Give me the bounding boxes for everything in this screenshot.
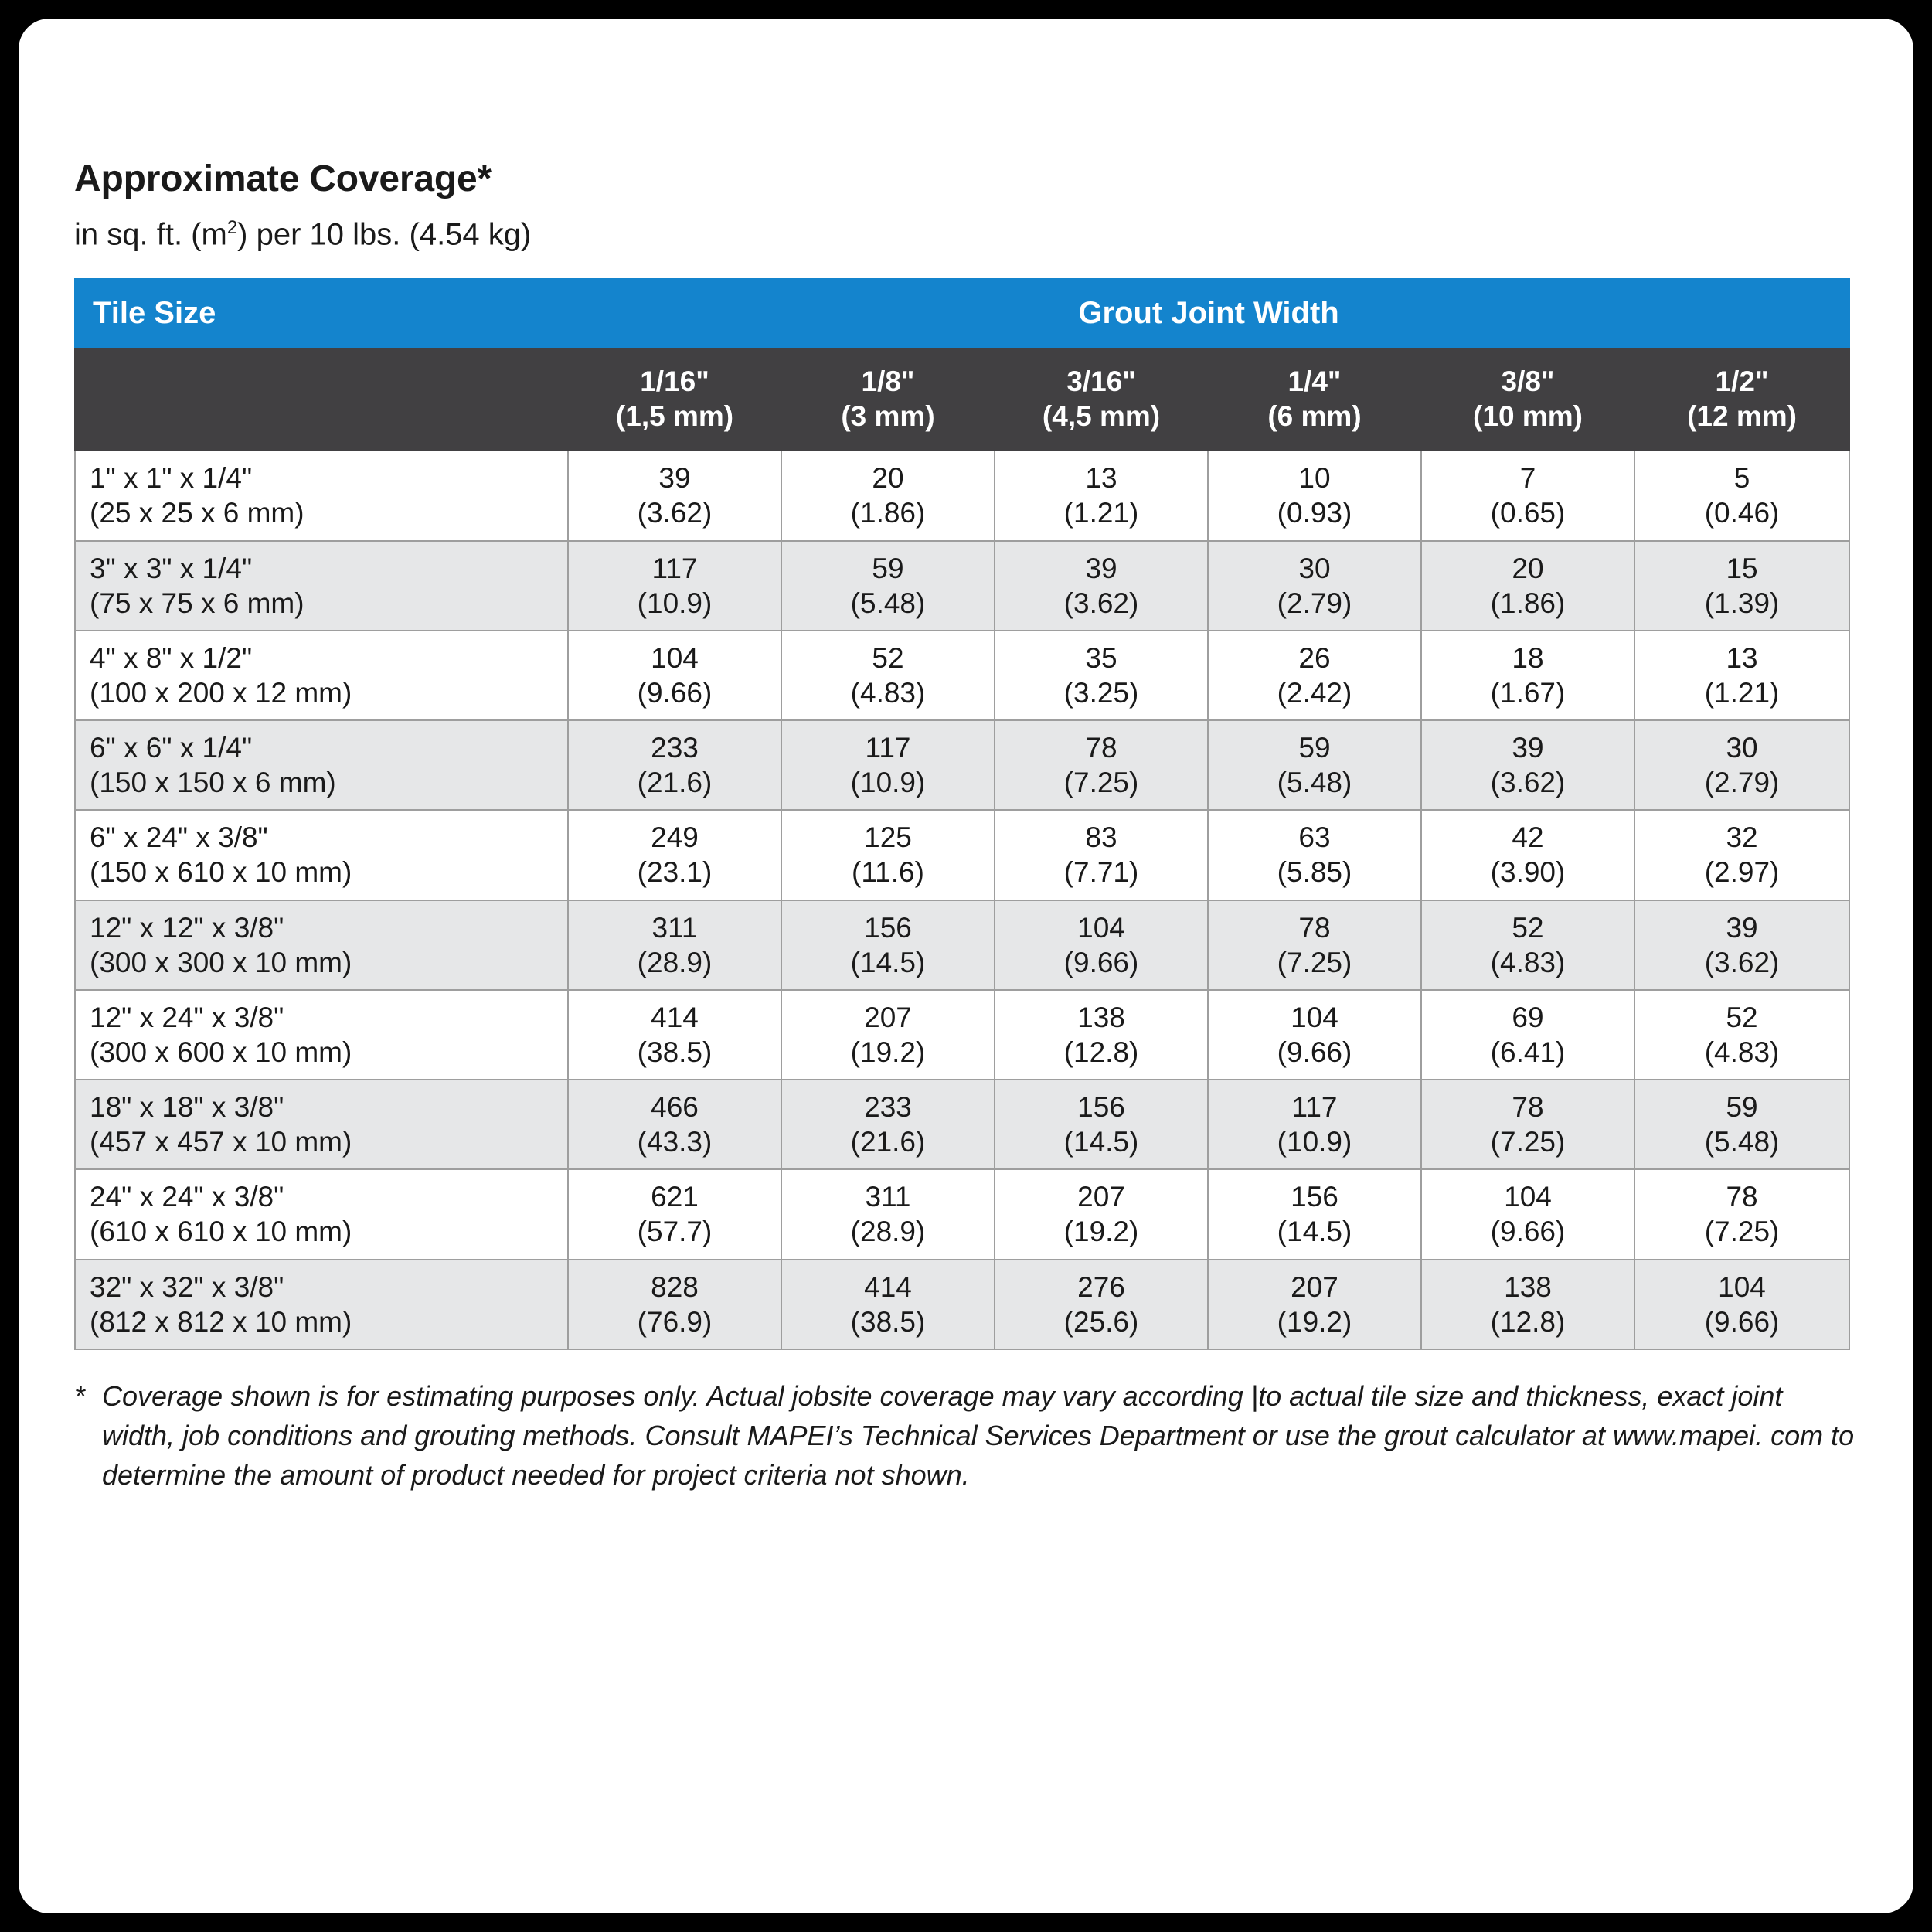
coverage-m2: (10.9) [637,587,713,619]
coverage-cell [781,900,995,990]
coverage-sqft: 104 [651,641,699,674]
coverage-cell [1634,1260,1849,1349]
coverage-sqft: 83 [1085,821,1117,854]
tile-size-imperial: 32" x 32" x 3/8" [90,1270,284,1303]
coverage-sqft: 18 [1512,641,1544,674]
header-joint-4 [1421,347,1634,451]
coverage-sqft: 59 [1298,732,1331,764]
coverage-m2: (4.83) [1704,1036,1780,1068]
subtitle-superscript: 2 [226,217,238,238]
page-subtitle [74,217,1858,252]
header-joint-3 [1208,347,1421,451]
coverage-m2: (43.3) [637,1126,713,1158]
tile-size-cell [75,1260,568,1349]
coverage-m2: (5.85) [1277,856,1352,889]
coverage-cell [781,1260,995,1349]
table-row [75,1169,1849,1259]
tile-size-metric: (610 x 610 x 10 mm) [90,1216,352,1248]
tile-size-imperial: 24" x 24" x 3/8" [90,1181,284,1213]
coverage-cell [1208,1260,1421,1349]
coverage-sqft: 39 [1512,732,1544,764]
coverage-cell [1208,990,1421,1080]
coverage-m2: (7.25) [1490,1126,1566,1158]
coverage-sqft: 156 [1077,1091,1125,1124]
coverage-sqft: 311 [651,911,698,944]
table-row [75,990,1849,1080]
header-joint-4-metric: (10 mm) [1473,400,1583,433]
header-joint-0 [568,347,781,451]
header-joint-2-metric: (4,5 mm) [1042,400,1161,433]
coverage-cell [1421,990,1634,1080]
tile-size-metric: (75 x 75 x 6 mm) [90,587,304,619]
coverage-m2: (2.79) [1704,767,1780,799]
coverage-m2: (9.66) [1063,946,1139,978]
coverage-m2: (28.9) [637,946,713,978]
tile-size-metric: (150 x 610 x 10 mm) [90,856,352,889]
coverage-sqft: 207 [864,1001,912,1033]
coverage-cell [1421,1080,1634,1169]
coverage-m2: (7.25) [1063,767,1139,799]
header-joint-5-metric: (12 mm) [1687,400,1797,433]
coverage-m2: (19.2) [1277,1305,1352,1338]
tile-size-cell [75,631,568,720]
coverage-m2: (0.65) [1490,497,1566,529]
tile-size-imperial: 18" x 18" x 3/8" [90,1091,284,1124]
coverage-m2: (28.9) [850,1216,926,1248]
coverage-sqft: 52 [872,641,904,674]
coverage-sqft: 78 [1726,1181,1758,1213]
footnote [74,1376,1859,1495]
coverage-card [14,14,1918,1918]
coverage-sqft: 52 [1726,1001,1758,1033]
tile-size-metric: (150 x 150 x 6 mm) [90,767,336,799]
coverage-m2: (14.5) [850,946,926,978]
coverage-cell [1208,541,1421,631]
header-joint-1-metric: (3 mm) [841,400,935,433]
coverage-m2: (3.62) [1704,946,1780,978]
coverage-cell [1634,900,1849,990]
coverage-m2: (3.25) [1063,676,1139,709]
coverage-table [74,278,1850,1350]
table-header-row-sub [75,347,1849,451]
subtitle-pre: in sq. ft. (m [74,217,227,252]
tile-size-imperial: 1" x 1" x 1/4" [90,462,253,495]
coverage-cell [995,451,1208,540]
coverage-cell [1208,451,1421,540]
coverage-m2: (14.5) [1063,1126,1139,1158]
coverage-sqft: 117 [865,732,911,764]
header-joint-5 [1634,347,1849,451]
coverage-cell [568,900,781,990]
coverage-cell [568,631,781,720]
footnote-text: Coverage shown is for estimating purposes only. Actual jobsite coverage may vary according |to actual tile size and thickness, exact joint width, job conditions and grouting methods. Consult MAPEI’s Technical Services Department or use the grout calculator at www.mapei. com to determine the amount of product needed for project criteria not shown. [102,1379,1855,1492]
coverage-sqft: 125 [864,821,912,854]
tile-size-imperial: 4" x 8" x 1/2" [90,641,253,674]
coverage-cell [1421,631,1634,720]
coverage-m2: (23.1) [637,856,713,889]
coverage-cell [995,990,1208,1080]
coverage-cell [995,631,1208,720]
coverage-m2: (21.6) [637,767,713,799]
table-row [75,451,1849,540]
coverage-sqft: 466 [651,1091,699,1124]
coverage-sqft: 39 [1726,911,1758,944]
coverage-sqft: 39 [658,462,691,495]
coverage-m2: (2.42) [1277,676,1352,709]
coverage-m2: (57.7) [637,1216,713,1248]
header-joint-0-metric: (1,5 mm) [615,400,734,433]
header-joint-2-imperial: 3/16" [1066,366,1136,398]
coverage-sqft: 104 [1504,1181,1552,1213]
coverage-sqft: 156 [1291,1181,1338,1213]
coverage-sqft: 78 [1298,911,1331,944]
coverage-cell [1208,1169,1421,1259]
coverage-sqft: 63 [1298,821,1331,854]
coverage-sqft: 104 [1718,1270,1766,1303]
coverage-m2: (4.83) [1490,946,1566,978]
coverage-cell [781,1080,995,1169]
tile-size-cell [75,900,568,990]
header-grout-joint-width: Grout Joint Width [568,279,1849,347]
coverage-m2: (1.86) [850,497,926,529]
coverage-cell [781,720,995,810]
coverage-sqft: 7 [1519,462,1536,495]
coverage-sqft: 138 [1077,1001,1125,1033]
card-content [74,158,1858,1495]
coverage-cell [781,1169,995,1259]
tile-size-cell [75,1080,568,1169]
coverage-sqft: 26 [1298,641,1331,674]
tile-size-cell [75,720,568,810]
coverage-sqft: 69 [1512,1001,1544,1033]
coverage-cell [1634,541,1849,631]
coverage-sqft: 104 [1077,911,1125,944]
coverage-m2: (9.66) [1490,1216,1566,1248]
header-spacer-cell [75,347,568,451]
coverage-sqft: 828 [651,1270,699,1303]
coverage-m2: (5.48) [1704,1126,1780,1158]
coverage-cell [995,541,1208,631]
coverage-cell [995,1260,1208,1349]
coverage-cell [1634,810,1849,900]
coverage-m2: (1.86) [1490,587,1566,619]
coverage-cell [568,1169,781,1259]
coverage-sqft: 15 [1726,552,1758,584]
coverage-sqft: 30 [1298,552,1331,584]
coverage-cell [995,900,1208,990]
table-row [75,900,1849,990]
coverage-sqft: 13 [1085,462,1117,495]
coverage-cell [1421,810,1634,900]
coverage-cell [781,541,995,631]
coverage-m2: (9.66) [1704,1305,1780,1338]
coverage-sqft: 156 [864,911,912,944]
coverage-m2: (1.39) [1704,587,1780,619]
tile-size-imperial: 12" x 12" x 3/8" [90,911,284,944]
coverage-cell [1208,631,1421,720]
coverage-m2: (1.21) [1704,676,1780,709]
coverage-m2: (1.67) [1490,676,1566,709]
coverage-sqft: 13 [1726,641,1758,674]
header-joint-3-imperial: 1/4" [1287,366,1342,398]
coverage-sqft: 35 [1085,641,1117,674]
coverage-cell [995,1080,1208,1169]
tile-size-cell [75,451,568,540]
coverage-sqft: 311 [865,1181,911,1213]
tile-size-metric: (300 x 600 x 10 mm) [90,1036,352,1068]
coverage-m2: (3.90) [1490,856,1566,889]
coverage-sqft: 414 [651,1001,699,1033]
coverage-m2: (10.9) [1277,1126,1352,1158]
tile-size-metric: (100 x 200 x 12 mm) [90,676,352,709]
coverage-m2: (3.62) [1063,587,1139,619]
coverage-m2: (4.83) [850,676,926,709]
coverage-m2: (19.2) [1063,1216,1139,1248]
coverage-m2: (3.62) [637,497,713,529]
coverage-sqft: 138 [1504,1270,1552,1303]
coverage-cell [568,810,781,900]
coverage-sqft: 276 [1077,1270,1125,1303]
coverage-m2: (2.79) [1277,587,1352,619]
header-tile-size: Tile Size [75,279,568,347]
table-row [75,1260,1849,1349]
coverage-m2: (19.2) [850,1036,926,1068]
coverage-m2: (10.9) [850,767,926,799]
tile-size-metric: (300 x 300 x 10 mm) [90,946,352,978]
coverage-sqft: 414 [864,1270,912,1303]
coverage-sqft: 233 [651,732,699,764]
header-joint-1 [781,347,995,451]
table-body [75,451,1849,1349]
header-joint-0-imperial: 1/16" [640,366,709,398]
table-row [75,810,1849,900]
coverage-cell [781,810,995,900]
coverage-sqft: 117 [1291,1091,1338,1124]
coverage-cell [995,810,1208,900]
header-joint-3-metric: (6 mm) [1267,400,1362,433]
coverage-cell [1421,1260,1634,1349]
coverage-sqft: 59 [872,552,904,584]
coverage-m2: (38.5) [850,1305,926,1338]
coverage-m2: (12.8) [1490,1305,1566,1338]
coverage-cell [781,451,995,540]
coverage-cell [1634,720,1849,810]
coverage-sqft: 10 [1298,462,1331,495]
tile-size-cell [75,1169,568,1259]
coverage-cell [1421,1169,1634,1259]
coverage-cell [568,990,781,1080]
coverage-cell [1634,1169,1849,1259]
tile-size-cell [75,810,568,900]
coverage-cell [995,720,1208,810]
subtitle-post: ) per 10 lbs. (4.54 kg) [237,217,532,252]
coverage-m2: (7.71) [1063,856,1139,889]
coverage-sqft: 78 [1085,732,1117,764]
coverage-m2: (76.9) [637,1305,713,1338]
coverage-sqft: 233 [864,1091,912,1124]
coverage-cell [1634,631,1849,720]
tile-size-cell [75,990,568,1080]
coverage-cell [1208,1080,1421,1169]
coverage-m2: (7.25) [1277,946,1352,978]
tile-size-imperial: 6" x 6" x 1/4" [90,732,253,764]
coverage-m2: (21.6) [850,1126,926,1158]
table-header-row-top [75,279,1849,347]
footnote-wrap [74,1376,1859,1495]
coverage-cell [1208,900,1421,990]
tile-size-imperial: 12" x 24" x 3/8" [90,1001,284,1033]
coverage-sqft: 621 [651,1181,699,1213]
coverage-m2: (5.48) [1277,767,1352,799]
page-title: Approximate Coverage* [74,158,492,199]
coverage-m2: (2.97) [1704,856,1780,889]
coverage-sqft: 249 [651,821,699,854]
coverage-cell [1634,990,1849,1080]
table-row [75,720,1849,810]
coverage-m2: (7.25) [1704,1216,1780,1248]
footnote-marker: * [74,1379,86,1412]
coverage-cell [781,990,995,1080]
coverage-m2: (1.21) [1063,497,1139,529]
coverage-m2: (25.6) [1063,1305,1139,1338]
coverage-cell [568,720,781,810]
coverage-sqft: 104 [1291,1001,1338,1033]
coverage-m2: (9.66) [637,676,713,709]
table-row [75,541,1849,631]
coverage-sqft: 32 [1726,821,1758,854]
coverage-sqft: 59 [1726,1091,1758,1124]
coverage-cell [1634,1080,1849,1169]
table-row [75,631,1849,720]
tile-size-metric: (457 x 457 x 10 mm) [90,1126,352,1158]
coverage-cell [568,451,781,540]
header-joint-1-imperial: 1/8" [861,366,915,398]
coverage-sqft: 39 [1085,552,1117,584]
table-header [75,279,1849,451]
coverage-sqft: 20 [1512,552,1544,584]
header-joint-4-imperial: 3/8" [1501,366,1555,398]
coverage-cell [1421,900,1634,990]
coverage-m2: (9.66) [1277,1036,1352,1068]
coverage-m2: (5.48) [850,587,926,619]
coverage-sqft: 5 [1733,462,1750,495]
coverage-cell [1421,451,1634,540]
tile-size-imperial: 6" x 24" x 3/8" [90,821,268,854]
coverage-cell [1421,541,1634,631]
coverage-cell [1421,720,1634,810]
coverage-sqft: 52 [1512,911,1544,944]
coverage-cell [781,631,995,720]
coverage-cell [568,541,781,631]
coverage-sqft: 30 [1726,732,1758,764]
coverage-sqft: 117 [651,552,698,584]
coverage-sqft: 207 [1077,1181,1125,1213]
tile-size-metric: (25 x 25 x 6 mm) [90,497,304,529]
coverage-sqft: 42 [1512,821,1544,854]
coverage-m2: (0.46) [1704,497,1780,529]
coverage-cell [1208,720,1421,810]
header-joint-2 [995,347,1208,451]
coverage-m2: (14.5) [1277,1216,1352,1248]
coverage-cell [568,1260,781,1349]
tile-size-imperial: 3" x 3" x 1/4" [90,552,253,584]
coverage-m2: (3.62) [1490,767,1566,799]
coverage-m2: (11.6) [852,856,924,889]
tile-size-metric: (812 x 812 x 10 mm) [90,1305,352,1338]
header-joint-5-imperial: 1/2" [1715,366,1769,398]
coverage-m2: (38.5) [637,1036,713,1068]
coverage-cell [1634,451,1849,540]
tile-size-cell [75,541,568,631]
coverage-m2: (0.93) [1277,497,1352,529]
coverage-sqft: 20 [872,462,904,495]
coverage-cell [1208,810,1421,900]
coverage-cell [568,1080,781,1169]
coverage-m2: (6.41) [1490,1036,1566,1068]
table-row [75,1080,1849,1169]
coverage-sqft: 78 [1512,1091,1544,1124]
coverage-m2: (12.8) [1063,1036,1139,1068]
coverage-sqft: 207 [1291,1270,1338,1303]
coverage-cell [995,1169,1208,1259]
